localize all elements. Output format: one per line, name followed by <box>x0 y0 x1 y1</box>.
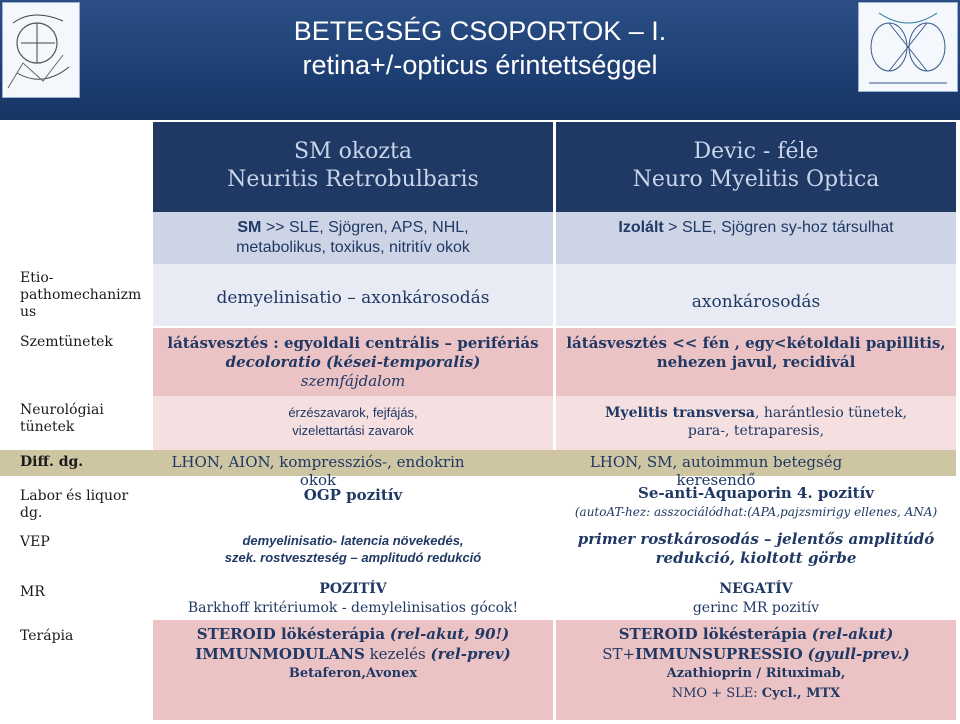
vep-neuritis-line1: demyelinisatio- latencia növekedés, <box>242 533 464 548</box>
symptoms-neuritis-line3: szemfájdalom <box>300 372 406 390</box>
row-label-symptoms: Szemtünetek <box>20 334 113 350</box>
column-header-neuritis <box>153 122 553 212</box>
vep-neuritis-line2: szek. rostveszteség – amplitudó redukció <box>224 550 482 565</box>
therapy-devic-l2-rest: ST+ <box>602 645 636 663</box>
etio-label-line3: us <box>20 304 37 320</box>
neuro-neuritis-line2: vizelettartási zavarok <box>292 423 414 438</box>
page-subtitle: retina+/-opticus érintettséggel <box>302 50 658 80</box>
mr-devic-line1: NEGATÍV <box>719 581 793 597</box>
neuro-devic-line2: para-, tetraparesis, <box>687 423 825 439</box>
cause-neuritis-line2: metabolikus, toxikus, nitritív okok <box>236 239 470 256</box>
cause-neuritis-bold: SM <box>237 219 262 236</box>
therapy-cell-neuritis <box>153 620 553 720</box>
labor-devic-line1: Se-anti-Aquaporin 4. pozitív <box>638 484 874 502</box>
symptoms-devic-line2: nehezen javul, recidivál <box>656 353 856 371</box>
vep-cell-devic <box>556 528 956 570</box>
neuro-cell-neuritis <box>153 396 553 450</box>
symptoms-devic-line1: látásvesztés << fén , egy<kétoldali papillitis, <box>566 334 946 352</box>
cause-cell-neuritis <box>153 212 553 264</box>
neuro-label-line2: tünetek <box>20 419 75 435</box>
cause-cell-devic <box>556 212 956 264</box>
therapy-neuritis-l2-rest: kezelés <box>369 645 426 663</box>
vep-cell-neuritis <box>153 528 553 570</box>
column-header-devic-line1: Devic - féle <box>693 139 819 164</box>
therapy-devic-l4-bold: Cycl., MTX <box>761 686 841 701</box>
symptoms-neuritis-line1: látásvesztés : egyoldali centrális – perifériás <box>167 334 539 352</box>
row-label-therapy: Terápia <box>20 628 74 644</box>
symptoms-cell-neuritis <box>153 328 553 396</box>
etio-label-line1: Etio- <box>20 270 54 286</box>
etio-cell-neuritis: demyelinisatio – axonkárosodás <box>153 264 553 326</box>
mr-neuritis-line1: POZITÍV <box>319 581 387 597</box>
symptoms-cell-devic <box>556 328 956 396</box>
vep-devic-line2: redukció, kioltott görbe <box>655 549 857 567</box>
mr-devic-line2: gerinc MR pozitív <box>692 600 820 616</box>
column-header-devic-line2: Neuro Myelitis Optica <box>632 167 880 192</box>
labor-devic-line2: (autoAT-hez: asszociálódhat:(APA,pajzsmirigy ellenes, ANA) <box>574 505 938 519</box>
labor-cell-devic <box>556 482 956 524</box>
neuro-label-line1: Neurológiai <box>20 402 104 418</box>
therapy-cell-devic <box>556 620 956 720</box>
mr-neuritis-line2: Barkhoff kritériumok - demylelinisatios gócok! <box>187 600 519 616</box>
therapy-neuritis-line3: Betaferon,Avonex <box>288 666 418 681</box>
therapy-neuritis-l1-bold: STEROID lökésterápia <box>196 625 386 643</box>
therapy-devic-l2-ital: (gyull-prev.) <box>807 645 910 663</box>
cause-devic-rest: > SLE, Sjögren sy-hoz társulhat <box>668 219 894 236</box>
row-label-mr: MR <box>20 584 45 600</box>
therapy-neuritis-l2-ital: (rel-prev) <box>430 645 511 663</box>
therapy-devic-l1-bold: STEROID lökésterápia <box>618 625 807 643</box>
neuro-devic-rest: , harántlesio tünetek, <box>755 405 908 421</box>
labor-cell-neuritis: OGP pozitív <box>303 486 403 504</box>
row-label-neuro <box>0 398 150 450</box>
cause-devic-bold: Izolált <box>618 219 664 236</box>
therapy-devic-l1-ital: (rel-akut) <box>811 625 894 643</box>
neuro-cell-devic <box>556 396 956 450</box>
therapy-neuritis-l2-bold: IMMUNMODULANS <box>195 645 365 663</box>
cause-neuritis-rest: >> SLE, Sjögren, APS, NHL, <box>265 219 469 236</box>
diff-cell-neuritis: LHON, AION, kompressziós-, endokrin okok <box>171 453 465 489</box>
diff-cell-devic: LHON, SM, autoimmun betegség keresendő <box>589 453 843 489</box>
column-header-neuritis-line2: Neuritis Retrobulbaris <box>227 167 479 192</box>
etio-cell-devic: axonkárosodás <box>556 264 956 326</box>
column-header-neuritis-line1: SM okozta <box>294 139 412 164</box>
therapy-neuritis-l1-ital: (rel-akut, 90!) <box>389 625 510 643</box>
etio-label-line2: pathomechanizm <box>20 287 142 303</box>
therapy-devic-line3: Azathioprin / Rituximab, <box>666 666 846 681</box>
therapy-devic-l4-rest: NMO + SLE: <box>671 686 758 701</box>
mr-cell-devic <box>556 578 956 620</box>
symptoms-neuritis-line2: decoloratio (kései-temporalis) <box>225 353 481 371</box>
vep-devic-line1: primer rostkárosodás – jelentős amplitúdó <box>577 530 935 548</box>
page-title: BETEGSÉG CSOPORTOK – I. <box>293 16 667 46</box>
row-label-vep: VEP <box>20 534 50 550</box>
row-label-etio <box>0 266 150 326</box>
mr-cell-neuritis <box>153 578 553 620</box>
therapy-devic-l2-bold: IMMUNSUPRESSIO <box>635 645 803 663</box>
neuro-neuritis-line1: érzészavarok, fejfájás, <box>288 405 418 420</box>
neuro-devic-bold: Myelitis transversa <box>604 405 755 421</box>
row-label-diff: Diff. dg. <box>20 454 84 470</box>
column-header-devic <box>556 122 956 212</box>
labor-label-line1: Labor és liquor <box>20 488 129 504</box>
labor-label-line2: dg. <box>20 505 43 521</box>
row-label-labor <box>0 484 150 524</box>
